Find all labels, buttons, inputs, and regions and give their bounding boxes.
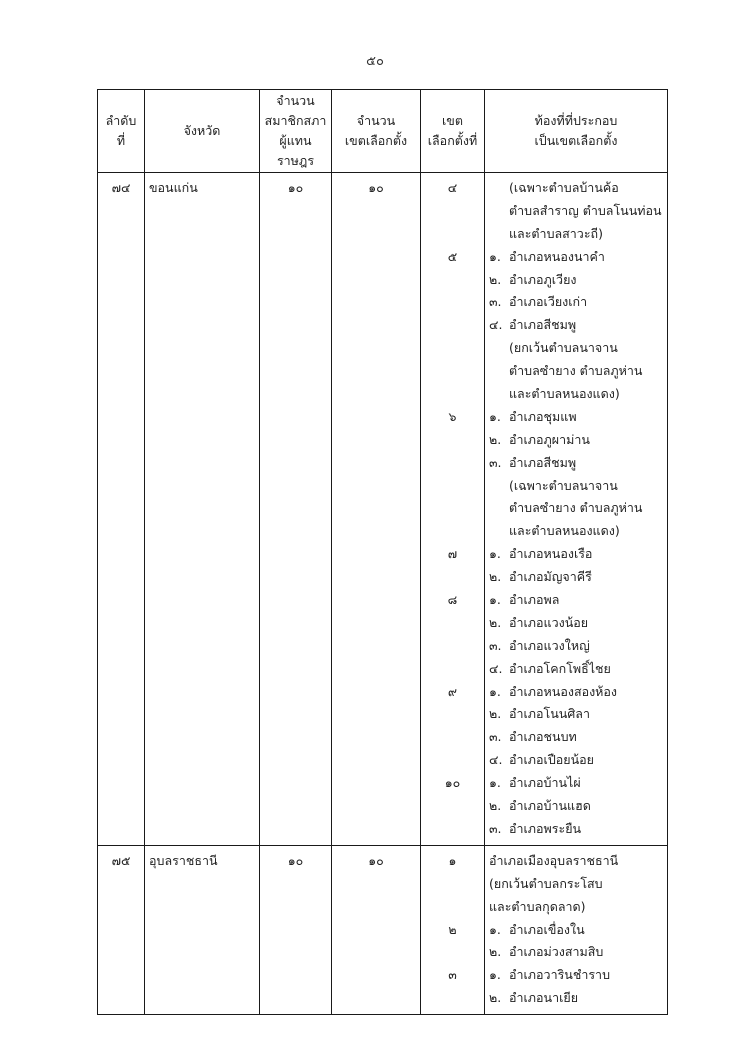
area-line (489, 452, 667, 475)
area-text: อำเภอโนนศิลา (509, 706, 590, 722)
area-line (489, 177, 667, 200)
zone-number (421, 703, 484, 726)
header-province-label: จังหวัด (183, 123, 221, 138)
area-text: (ยกเว้นตำบลกระโสบ (489, 875, 603, 891)
cell-mp-count (260, 845, 332, 1014)
area-line (489, 896, 667, 919)
header-no-line: ที่ (116, 133, 126, 148)
list-number: ๒. (489, 271, 502, 287)
cell-no (98, 845, 145, 1014)
header-mp-line: สมาชิกสภา (264, 113, 327, 128)
area-line (489, 850, 667, 873)
zone-number (421, 658, 484, 681)
area-text: อำเภอมัญจาคีรี (509, 569, 592, 585)
cell-province (145, 173, 260, 846)
area-text: อำเภอนาเยีย (509, 990, 579, 1006)
zone-number (421, 497, 484, 520)
area-line (489, 964, 667, 987)
cell-no-value: ๗๔ (111, 180, 131, 195)
zone-number (421, 612, 484, 635)
zone-number: ๑ (448, 852, 457, 868)
cell-zone-numbers (421, 173, 485, 846)
zone-number: ๘ (447, 592, 458, 608)
area-text: อำเภอสีชมพู (509, 317, 577, 333)
area-text: อำเภอโคกโพธิ์ไชย (509, 660, 611, 676)
zone-number (421, 360, 484, 383)
area-text: และตำบลกุดลาด) (489, 898, 586, 914)
zone-number (421, 635, 484, 658)
area-line (489, 429, 667, 452)
list-number: ๒. (489, 798, 502, 814)
area-line (489, 703, 667, 726)
zone-number (421, 291, 484, 314)
area-line (489, 658, 667, 681)
zone-number (421, 223, 484, 246)
area-line (489, 873, 667, 896)
area-text: (ยกเว้นตำบลนาจาน (509, 340, 618, 356)
page-number: ๕๐ (366, 54, 384, 69)
area-line (489, 818, 667, 841)
list-number: ๔. (489, 660, 503, 676)
area-text: อำเภอหนองเรือ (509, 546, 593, 562)
area-text: อำเภอม่วงสามสิบ (509, 944, 604, 960)
area-text: (เฉพาะตำบลบ้านค้อ (509, 180, 619, 195)
zone-number (421, 818, 484, 841)
zone-number: ๑๐ (444, 775, 461, 791)
area-line (489, 383, 667, 406)
zone-number (421, 987, 484, 1010)
area-line (489, 269, 667, 292)
zone-number (421, 383, 484, 406)
area-line (489, 475, 667, 498)
list-number: ๓. (489, 294, 502, 310)
area-line (489, 314, 667, 337)
zone-number (421, 726, 484, 749)
list-number: ๑. (489, 967, 501, 983)
zone-number: ๒ (448, 921, 457, 937)
area-text: และตำบลสาวะถี) (509, 225, 603, 241)
cell-province (145, 845, 260, 1014)
list-number: ๑. (489, 546, 501, 562)
area-text: และตำบลหนองแดง) (509, 523, 620, 539)
area-text: อำเภอภูเวียง (509, 271, 577, 287)
header-no (98, 90, 145, 173)
area-line (489, 360, 667, 383)
area-line (489, 520, 667, 543)
electoral-districts-table (97, 89, 668, 1015)
header-zone-line: เขต (442, 113, 463, 128)
area-text: อำเภอสีชมพู (509, 454, 577, 470)
list-number: ๑. (489, 775, 501, 791)
list-number: ๓. (489, 820, 502, 836)
list-number: ๒. (489, 431, 502, 447)
area-line (489, 681, 667, 704)
list-number: ๓. (489, 729, 502, 745)
list-number: ๑. (489, 592, 501, 608)
table-row (98, 845, 668, 1014)
area-text: อำเภอหนองสองห้อง (509, 683, 618, 699)
list-number: ๑. (489, 683, 501, 699)
header-zone-line: เลือกตั้งที่ (427, 133, 478, 148)
cell-zone-count-value: ๑๐ (368, 852, 384, 868)
header-count-line: เขตเลือกตั้ง (344, 133, 408, 148)
cell-zone-numbers (421, 845, 485, 1014)
cell-zone-count (332, 845, 421, 1014)
area-text: อำเภอเมืองอุบลราชธานี (489, 852, 619, 868)
list-number: ๑. (489, 921, 501, 937)
table-row (98, 173, 668, 846)
list-number: ๓. (489, 637, 502, 653)
list-number: ๔. (489, 317, 503, 333)
zone-number (421, 941, 484, 964)
header-mp-line: จำนวน (276, 93, 315, 108)
area-line (489, 337, 667, 360)
area-text: และตำบลหนองแดง) (509, 386, 620, 402)
area-line (489, 919, 667, 942)
area-text: อำเภอเวียงเก่า (509, 294, 588, 310)
header-area-line: ท้องที่ที่ประกอบ (534, 113, 618, 128)
area-line (489, 941, 667, 964)
zone-number (421, 896, 484, 919)
area-line (489, 795, 667, 818)
area-line (489, 200, 667, 223)
header-mp-line: ผู้แทนราษฎร (276, 133, 315, 168)
header-row (98, 90, 668, 173)
zone-number (421, 269, 484, 292)
area-line (489, 566, 667, 589)
list-number: ๒. (489, 706, 502, 722)
header-zone-count (332, 90, 421, 173)
area-line (489, 612, 667, 635)
zone-number (421, 314, 484, 337)
area-text: อำเภอชุมแพ (509, 408, 577, 424)
list-number: ๑. (489, 408, 501, 424)
area-line (489, 987, 667, 1010)
zone-number (421, 452, 484, 475)
list-number: ๒. (489, 614, 502, 630)
area-line (489, 772, 667, 795)
cell-province-value: อุบลราชธานี (149, 852, 218, 868)
area-line (489, 726, 667, 749)
area-text: อำเภอชนบท (509, 729, 577, 745)
zone-number (421, 475, 484, 498)
zone-number (421, 520, 484, 543)
header-province (145, 90, 260, 173)
area-text: อำเภอวารินชำราบ (509, 967, 611, 983)
list-number: ๑. (489, 248, 501, 264)
area-line (489, 749, 667, 772)
header-area (485, 90, 668, 173)
zone-number: ๕ (447, 248, 458, 264)
area-text: อำเภอบ้านแฮด (509, 798, 591, 814)
area-text: ตำบลสำราญ ตำบลโนนท่อน (509, 202, 662, 218)
zone-number (421, 200, 484, 223)
area-line (489, 589, 667, 612)
area-line (489, 635, 667, 658)
list-number: ๒. (489, 944, 502, 960)
zone-number: ๗ (447, 546, 458, 562)
zone-number (421, 873, 484, 896)
area-line (489, 497, 667, 520)
list-number: ๔. (489, 752, 503, 768)
area-line (489, 406, 667, 429)
cell-no (98, 173, 145, 846)
cell-area (485, 845, 668, 1014)
area-text: อำเภอบ้านไผ่ (509, 775, 581, 791)
list-number: ๓. (489, 454, 502, 470)
table-body (98, 173, 668, 1015)
area-text: อำเภอภูผาม่าน (509, 431, 590, 447)
zone-number (421, 337, 484, 360)
zone-number: ๙ (447, 683, 458, 699)
area-text: ตำบลซำยาง ตำบลภูห่าน (509, 500, 643, 516)
cell-mp-count-value: ๑๐ (287, 852, 304, 868)
area-text: (เฉพาะตำบลนาจาน (509, 477, 618, 493)
cell-mp-count-value: ๑๐ (287, 180, 304, 195)
header-mp-count (260, 90, 332, 173)
cell-province-value: ขอนแก่น (149, 180, 198, 195)
cell-zone-count (332, 173, 421, 846)
area-text: อำเภอพระยืน (509, 820, 582, 836)
cell-zone-count-value: ๑๐ (368, 180, 384, 195)
area-text: อำเภอพล (509, 592, 560, 608)
area-text: อำเภอแวงใหญ่ (509, 637, 590, 653)
area-line (489, 543, 667, 566)
header-count-line: จำนวน (356, 113, 396, 128)
area-text: ตำบลซำยาง ตำบลภูห่าน (509, 363, 643, 379)
list-number: ๒. (489, 569, 502, 585)
header-no-line: ลำดับ (105, 113, 137, 128)
cell-area (485, 173, 668, 846)
header-area-line: เป็นเขตเลือกตั้ง (534, 133, 618, 148)
zone-number (421, 749, 484, 772)
list-number: ๒. (489, 990, 502, 1006)
zone-number (421, 429, 484, 452)
zone-number: ๔ (447, 180, 458, 195)
cell-no-value: ๗๕ (111, 852, 131, 868)
area-line (489, 291, 667, 314)
area-line (489, 223, 667, 246)
area-line (489, 246, 667, 269)
zone-number: ๓ (448, 967, 457, 983)
header-zone-number (421, 90, 485, 173)
area-text: อำเภอแวงน้อย (509, 614, 589, 630)
area-text: อำเภอหนองนาคำ (509, 248, 605, 264)
zone-number: ๖ (448, 408, 457, 424)
zone-number (421, 566, 484, 589)
area-text: อำเภอเปือยน้อย (509, 752, 594, 768)
zone-number (421, 795, 484, 818)
area-text: อำเภอเขื่องใน (509, 921, 585, 937)
cell-mp-count (260, 173, 332, 846)
